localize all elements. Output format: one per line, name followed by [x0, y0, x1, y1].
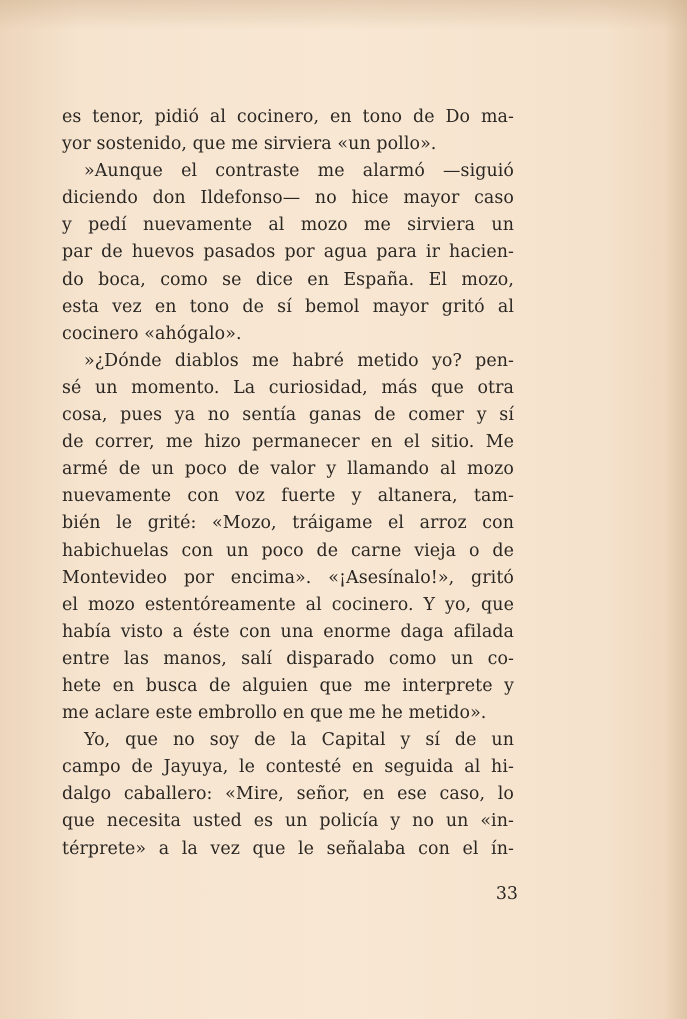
- text-line: campo de Jayuya, le contesté en seguida al hi-: [62, 757, 514, 778]
- text-line: y pedí nuevamente al mozo me sirviera un: [62, 215, 514, 236]
- text-line: es tenor, pidió al cocinero, en tono de Do ma-: [62, 107, 514, 127]
- text-line: había visto a éste con una enorme daga afilada: [62, 621, 514, 642]
- text-line: »Aunque el contraste me alarmó —siguió: [84, 161, 514, 182]
- text-line: dalgo caballero: «Mire, señor, en ese caso, lo: [62, 784, 514, 805]
- text-line: nuevamente con voz fuerte y altanera, tam-: [62, 486, 514, 507]
- page-top-shadow: [0, 0, 687, 30]
- text-line: habichuelas con un poco de carne vieja o de: [62, 540, 514, 561]
- text-line: esta vez en tono de sí bemol mayor gritó al: [62, 296, 514, 317]
- text-line: Yo, que no soy de la Capital y sí de un: [84, 730, 514, 751]
- text-line: me aclare este embrollo en que me he metido».: [62, 703, 487, 724]
- text-line: que necesita usted es un policía y no un «in-: [62, 811, 514, 832]
- text-line: »¿Dónde diablos me habré metido yo? pen-: [84, 350, 514, 371]
- text-line: bién le grité: «Mozo, tráigame el arroz con: [62, 513, 514, 534]
- text-line: par de huevos pasados por agua para ir hacien-: [62, 242, 514, 263]
- text-line: térprete» a la vez que le señalaba con el ín-: [62, 838, 514, 859]
- text-line: cocinero «ahógalo».: [62, 323, 242, 344]
- text-line: hete en busca de alguien que me interprete y: [62, 675, 514, 696]
- text-line: diciendo don Ildefonso— no hice mayor caso: [62, 188, 514, 209]
- text-line: Montevideo por encima». «¡Asesínalo!», gritó: [62, 567, 514, 588]
- body-text: [62, 104, 514, 863]
- text-line: entre las manos, salí disparado como un co-: [62, 648, 514, 669]
- text-line: do boca, como se dice en España. El mozo,: [62, 269, 514, 290]
- text-line: sé un momento. La curiosidad, más que otra: [62, 377, 514, 398]
- text-line: de correr, me hizo permanecer en el sitio. Me: [62, 432, 514, 453]
- text-line: yor sostenido, que me sirviera «un pollo».: [62, 134, 437, 155]
- text-line: armé de un poco de valor y llamando al mozo: [62, 459, 514, 480]
- text-line: cosa, pues ya no sentía ganas de comer y sí: [62, 405, 514, 426]
- page-right-shadow: [665, 0, 687, 1019]
- page-number: 33: [495, 884, 518, 904]
- text-line: el mozo estentóreamente al cocinero. Y yo, que: [62, 594, 514, 615]
